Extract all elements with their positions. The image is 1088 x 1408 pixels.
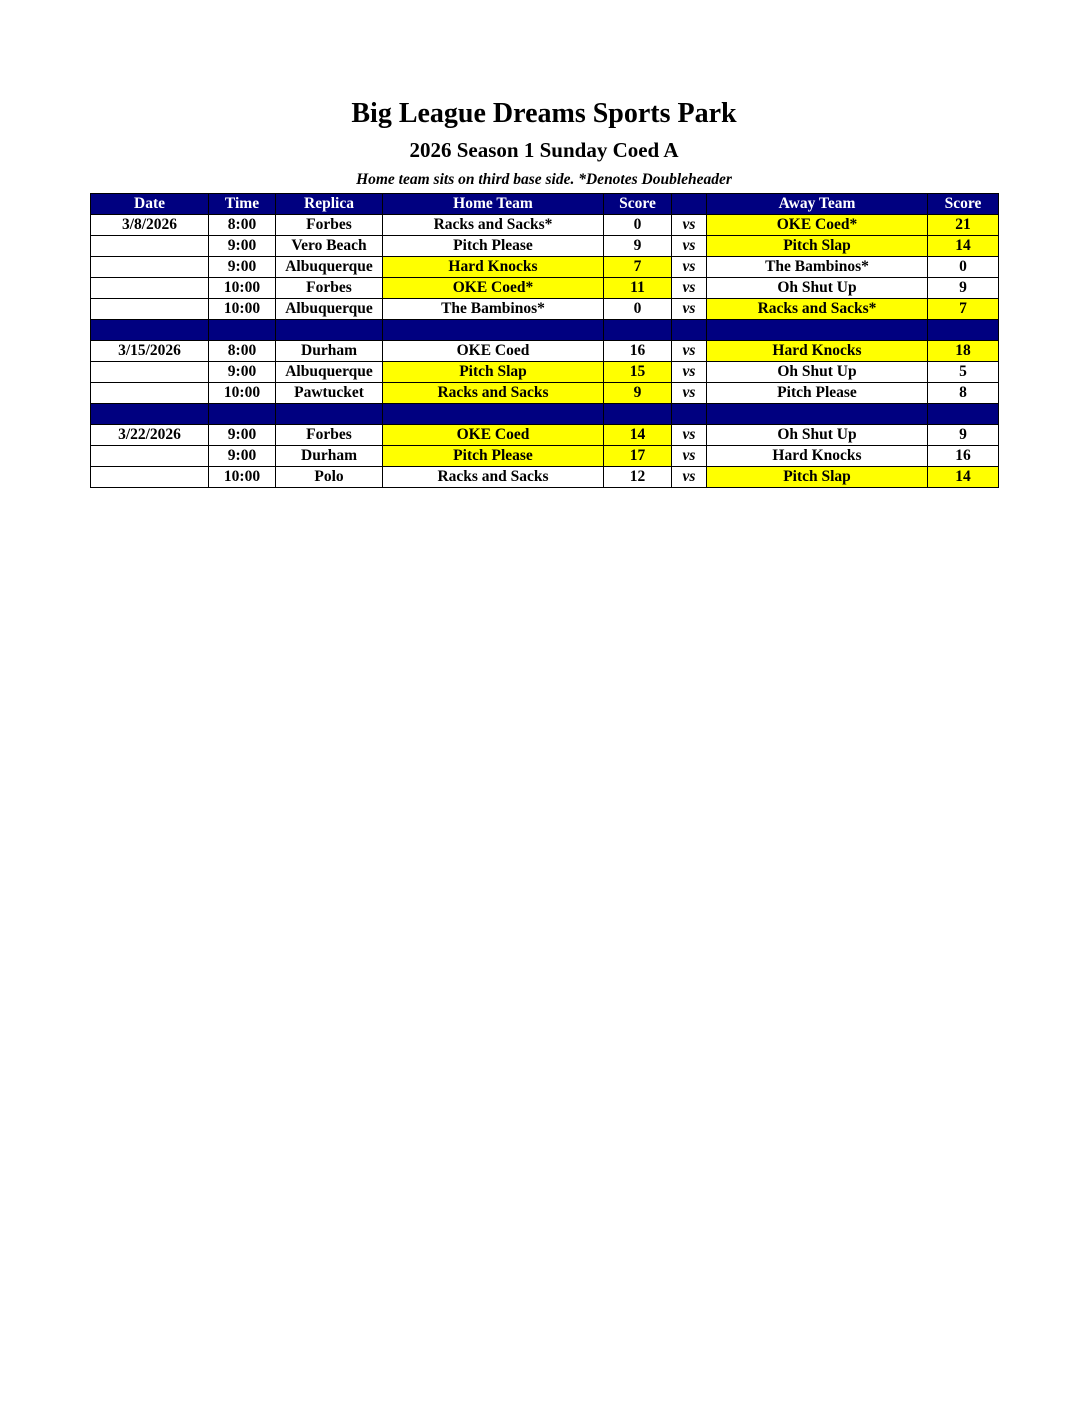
separator-cell — [928, 320, 999, 341]
home-score-cell: 0 — [604, 215, 672, 236]
home-score-cell: 17 — [604, 446, 672, 467]
column-header-home-score: Score — [604, 194, 672, 215]
separator-cell — [604, 320, 672, 341]
column-header-vs — [672, 194, 707, 215]
date-cell — [91, 278, 209, 299]
separator-cell — [707, 404, 928, 425]
date-cell: 3/8/2026 — [91, 215, 209, 236]
replica-cell: Pawtucket — [276, 383, 383, 404]
separator-cell — [707, 320, 928, 341]
date-cell — [91, 257, 209, 278]
date-cell — [91, 467, 209, 488]
page-subtitle: 2026 Season 1 Sunday Coed A — [409, 138, 679, 162]
vs-label: vs — [672, 236, 707, 257]
time-cell: 9:00 — [209, 425, 276, 446]
replica-cell: Albuquerque — [276, 362, 383, 383]
time-cell: 10:00 — [209, 278, 276, 299]
away-team-cell: Hard Knocks — [707, 341, 928, 362]
home-score-cell: 9 — [604, 383, 672, 404]
table-row — [91, 278, 999, 299]
time-cell: 9:00 — [209, 362, 276, 383]
separator-cell — [276, 404, 383, 425]
replica-cell: Vero Beach — [276, 236, 383, 257]
away-team-cell: OKE Coed* — [707, 215, 928, 236]
away-score-cell: 0 — [928, 257, 999, 278]
home-team-cell: OKE Coed* — [383, 278, 604, 299]
time-cell: 8:00 — [209, 341, 276, 362]
away-team-cell: Pitch Slap — [707, 467, 928, 488]
away-team-cell: Pitch Slap — [707, 236, 928, 257]
replica-cell: Albuquerque — [276, 257, 383, 278]
vs-label: vs — [672, 425, 707, 446]
time-cell: 10:00 — [209, 383, 276, 404]
separator-cell — [928, 404, 999, 425]
away-score-cell: 14 — [928, 467, 999, 488]
home-team-cell: The Bambinos* — [383, 299, 604, 320]
schedule-note: Home team sits on third base side. *Denotes Doubleheader — [356, 171, 732, 188]
replica-cell: Durham — [276, 341, 383, 362]
home-team-cell: Racks and Sacks — [383, 467, 604, 488]
replica-cell: Polo — [276, 467, 383, 488]
date-separator-row — [91, 404, 999, 425]
replica-cell: Forbes — [276, 425, 383, 446]
time-cell: 8:00 — [209, 215, 276, 236]
time-cell: 9:00 — [209, 257, 276, 278]
away-team-cell: Oh Shut Up — [707, 278, 928, 299]
away-team-cell: Oh Shut Up — [707, 362, 928, 383]
column-header-date: Date — [91, 194, 209, 215]
separator-cell — [672, 404, 707, 425]
home-score-cell: 11 — [604, 278, 672, 299]
column-header-away-score: Score — [928, 194, 999, 215]
separator-cell — [91, 404, 209, 425]
home-score-cell: 7 — [604, 257, 672, 278]
home-team-cell: Racks and Sacks* — [383, 215, 604, 236]
table-row — [91, 257, 999, 278]
away-score-cell: 9 — [928, 425, 999, 446]
time-cell: 10:00 — [209, 299, 276, 320]
table-row — [91, 446, 999, 467]
vs-label: vs — [672, 299, 707, 320]
date-cell: 3/15/2026 — [91, 341, 209, 362]
date-cell — [91, 362, 209, 383]
away-score-cell: 18 — [928, 341, 999, 362]
separator-cell — [672, 320, 707, 341]
vs-label: vs — [672, 467, 707, 488]
table-row — [91, 236, 999, 257]
table-row — [91, 215, 999, 236]
column-header-replica: Replica — [276, 194, 383, 215]
column-header-time: Time — [209, 194, 276, 215]
home-team-cell: Hard Knocks — [383, 257, 604, 278]
table-header-row — [91, 194, 999, 215]
away-team-cell: Pitch Please — [707, 383, 928, 404]
home-team-cell: Pitch Slap — [383, 362, 604, 383]
table-row — [91, 362, 999, 383]
vs-label: vs — [672, 341, 707, 362]
table-row — [91, 341, 999, 362]
replica-cell: Forbes — [276, 278, 383, 299]
away-score-cell: 8 — [928, 383, 999, 404]
separator-cell — [91, 320, 209, 341]
time-cell: 10:00 — [209, 467, 276, 488]
home-score-cell: 9 — [604, 236, 672, 257]
away-team-cell: Racks and Sacks* — [707, 299, 928, 320]
home-team-cell: Racks and Sacks — [383, 383, 604, 404]
replica-cell: Forbes — [276, 215, 383, 236]
home-score-cell: 15 — [604, 362, 672, 383]
away-score-cell: 7 — [928, 299, 999, 320]
away-team-cell: Hard Knocks — [707, 446, 928, 467]
table-row — [91, 383, 999, 404]
separator-cell — [276, 320, 383, 341]
home-score-cell: 16 — [604, 341, 672, 362]
away-team-cell: Oh Shut Up — [707, 425, 928, 446]
vs-label: vs — [672, 257, 707, 278]
home-team-cell: OKE Coed — [383, 341, 604, 362]
away-team-cell: The Bambinos* — [707, 257, 928, 278]
separator-cell — [604, 404, 672, 425]
time-cell: 9:00 — [209, 446, 276, 467]
away-score-cell: 21 — [928, 215, 999, 236]
away-score-cell: 5 — [928, 362, 999, 383]
home-score-cell: 14 — [604, 425, 672, 446]
column-header-away-team: Away Team — [707, 194, 928, 215]
date-separator-row — [91, 320, 999, 341]
date-cell — [91, 446, 209, 467]
date-cell — [91, 299, 209, 320]
vs-label: vs — [672, 383, 707, 404]
home-team-cell: Pitch Please — [383, 236, 604, 257]
page-title: Big League Dreams Sports Park — [351, 98, 737, 129]
separator-cell — [383, 320, 604, 341]
date-cell — [91, 236, 209, 257]
home-score-cell: 12 — [604, 467, 672, 488]
table-row — [91, 425, 999, 446]
table-row — [91, 467, 999, 488]
schedule-table — [90, 193, 999, 488]
date-cell — [91, 383, 209, 404]
time-cell: 9:00 — [209, 236, 276, 257]
away-score-cell: 9 — [928, 278, 999, 299]
away-score-cell: 14 — [928, 236, 999, 257]
vs-label: vs — [672, 215, 707, 236]
schedule-body — [91, 215, 999, 488]
table-row — [91, 299, 999, 320]
separator-cell — [209, 404, 276, 425]
column-header-home-team: Home Team — [383, 194, 604, 215]
separator-cell — [383, 404, 604, 425]
vs-label: vs — [672, 278, 707, 299]
replica-cell: Durham — [276, 446, 383, 467]
home-team-cell: OKE Coed — [383, 425, 604, 446]
away-score-cell: 16 — [928, 446, 999, 467]
vs-label: vs — [672, 362, 707, 383]
separator-cell — [209, 320, 276, 341]
date-cell: 3/22/2026 — [91, 425, 209, 446]
replica-cell: Albuquerque — [276, 299, 383, 320]
home-score-cell: 0 — [604, 299, 672, 320]
home-team-cell: Pitch Please — [383, 446, 604, 467]
vs-label: vs — [672, 446, 707, 467]
